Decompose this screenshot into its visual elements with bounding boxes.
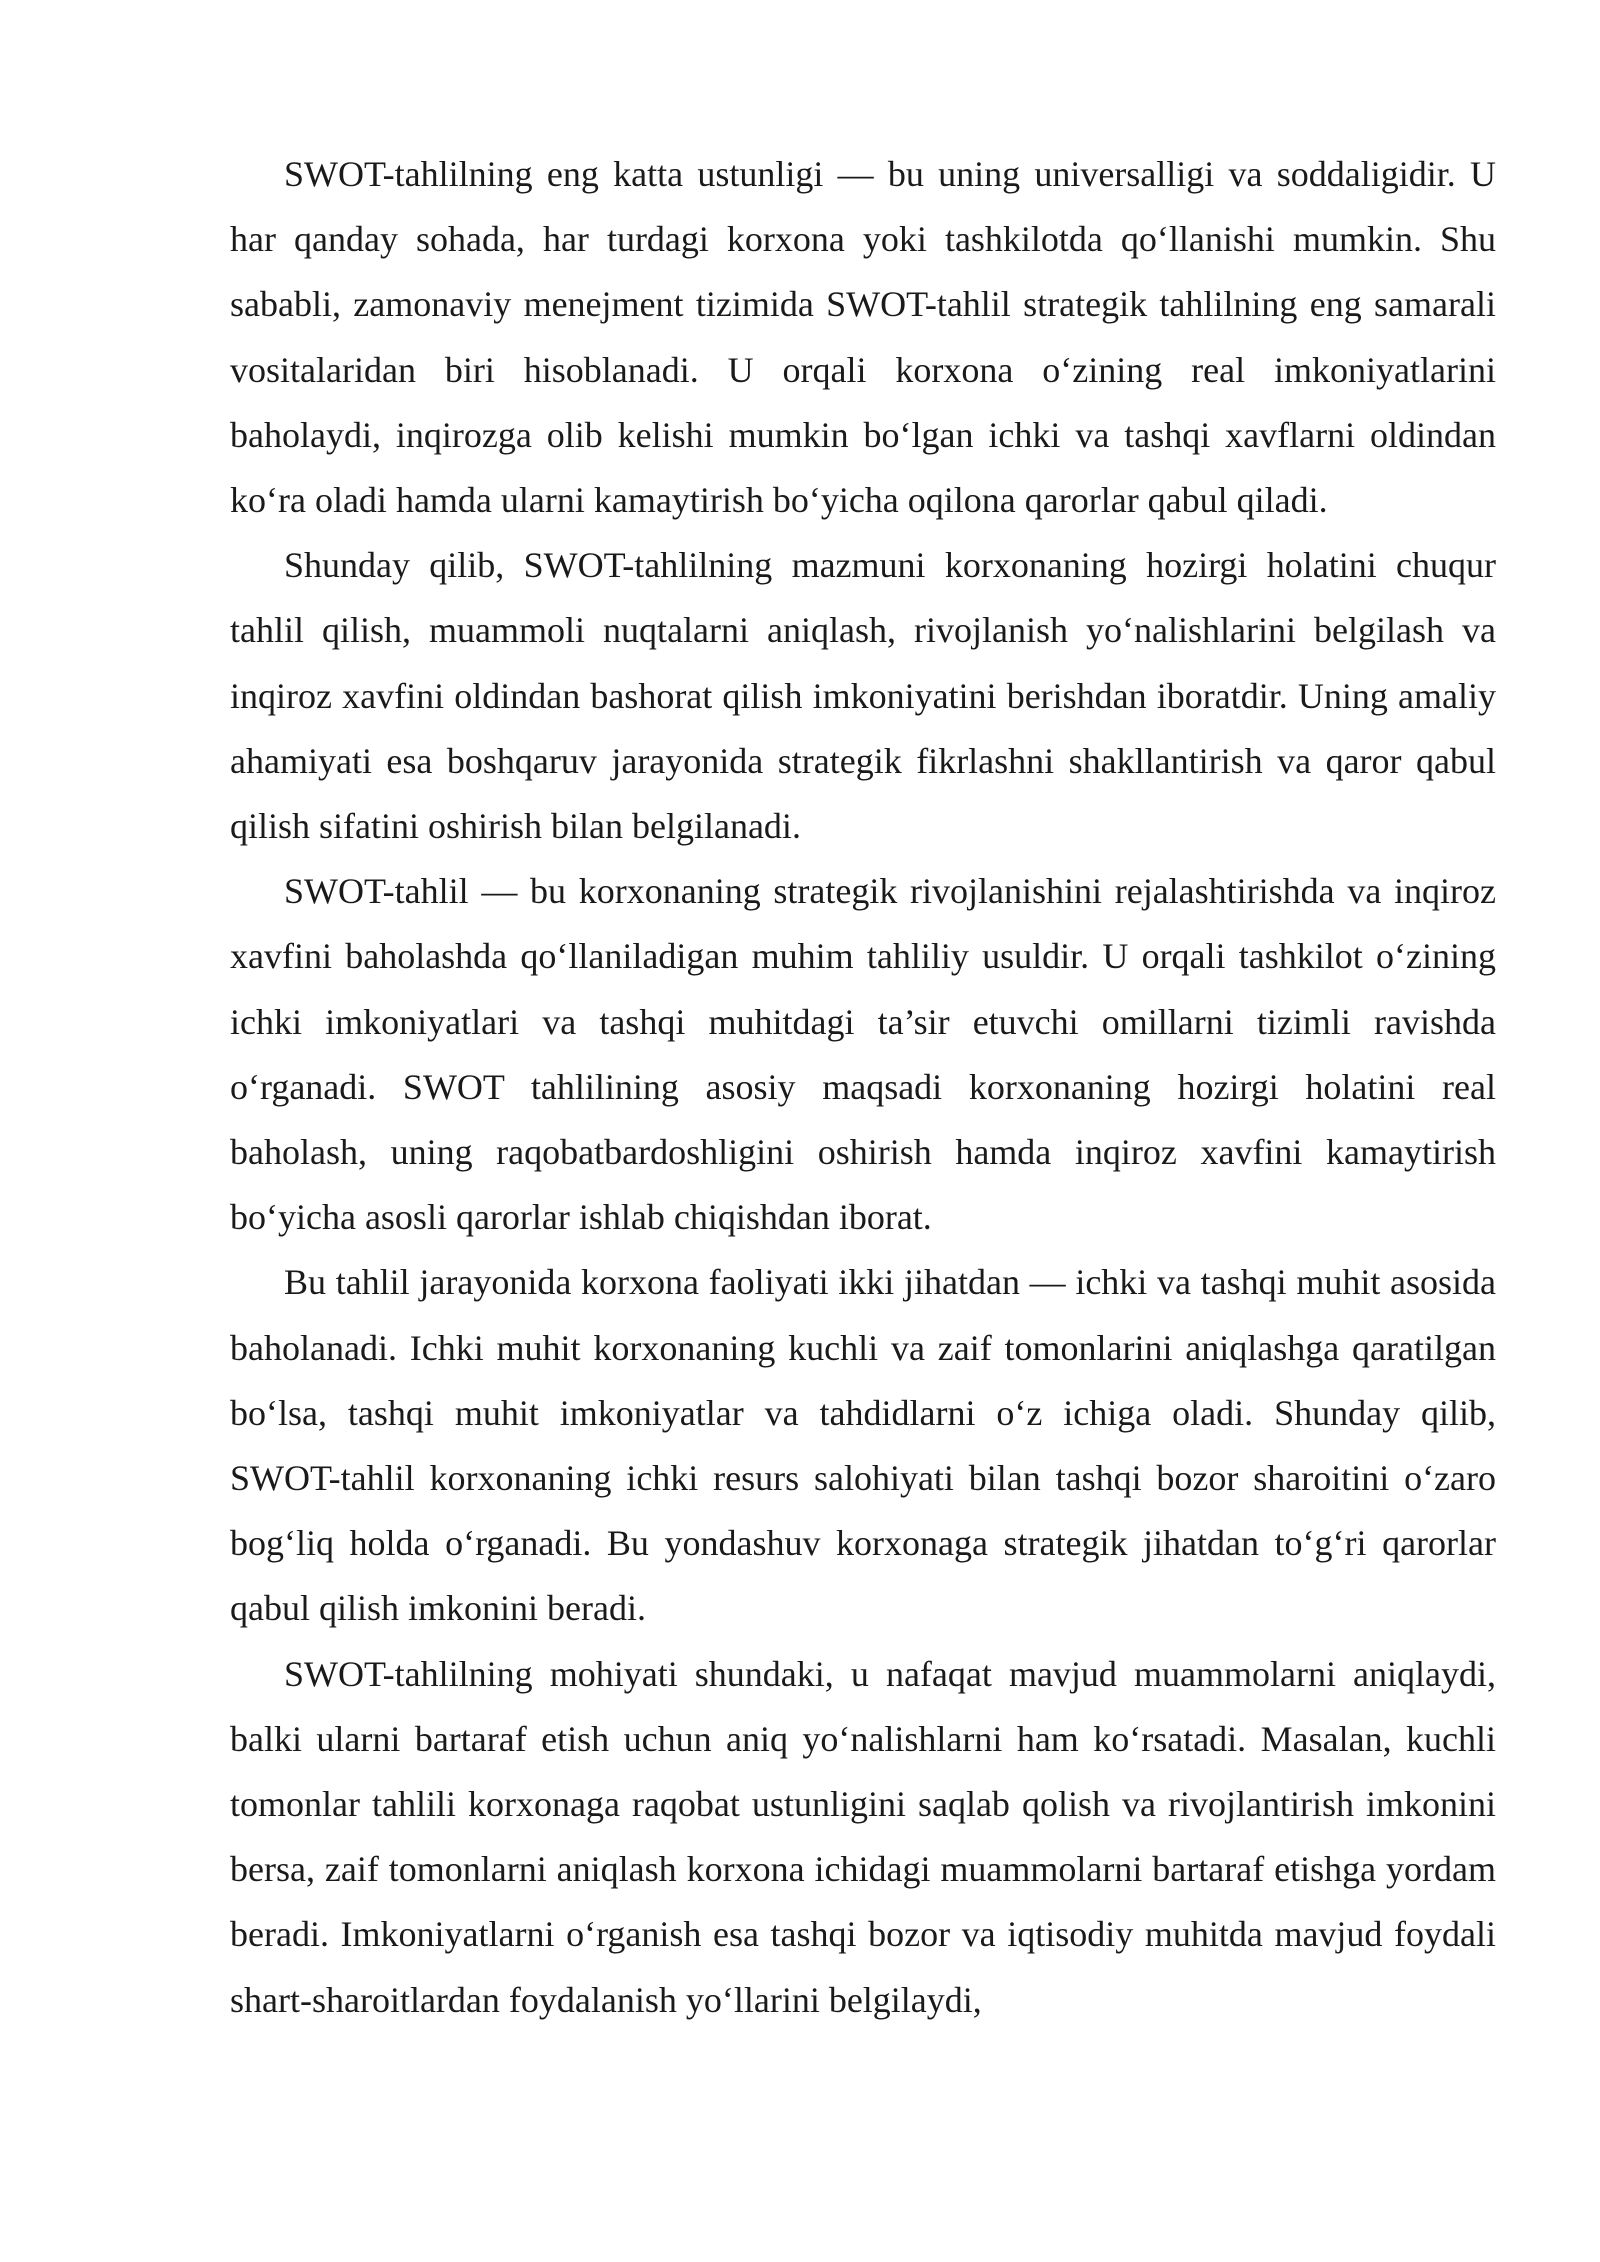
paragraph-2: Shunday qilib, SWOT-tahlilning mazmuni korxonaning hozirgi holatini chuqur tahlil qilish, muammoli nuqtalarni aniqlash, rivojlanish yo‘nalishlarini belgilash va inqiroz xavfini oldindan bashorat qilish imkoniyatini berishdan iboratdir. Uning amaliy ahamiyati esa boshqaruv jarayonida strategik fikrlashni shakllantirish va qaror qabul qilish sifatini oshirish bilan belgilanadi. xyxy=(230,545,1496,847)
paragraph-5: SWOT-tahlilning mohiyati shundaki, u nafaqat mavjud muammolarni aniqlaydi, balki ularni bartaraf etish uchun aniq yo‘nalishlarni ham ko‘rsatadi. Masalan, kuchli tomonlar tahlili korxonaga raqobat ustunligini saqlab qolish va rivojlantirish imkonini bersa, zaif tomonlarni aniqlash korxona ichidagi muammolarni bartaraf etishga yordam beradi. Imkoniyatlarni o‘rganish esa tashqi bozor va iqtisodiy muhitda mavjud foydali shart-sharoitlardan foydalanish yo‘llarini belgilaydi, xyxy=(230,1653,1496,2020)
paragraph-4: Bu tahlil jarayonida korxona faoliyati ikki jihatdan — ichki va tashqi muhit asosida baholanadi. Ichki muhit korxonaning kuchli va zaif tomonlarini aniqlashga qaratilgan bo‘lsa, tashqi muhit imkoniyatlar va tahdidlarni o‘z ichiga oladi. Shunday qilib, SWOT-tahlil korxonaning ichki resurs salohiyati bilan tashqi bozor sharoitini o‘zaro bog‘liq holda o‘rganadi. Bu yondashuv korxonaga strategik jihatdan to‘g‘ri qarorlar qabul qilish imkonini beradi. xyxy=(230,1262,1496,1629)
paragraph-1: SWOT-tahlilning eng katta ustunligi — bu uning universalligi va soddaligidir. U har qanday sohada, har turdagi korxona yoki tashkilotda qo‘llanishi mumkin. Shu sababli, zamonaviy menejment tizimida SWOT-tahlil strategik tahlilning eng samarali vositalaridan biri hisoblanadi. U orqali korxona o‘zining real imkoniyatlarini baholaydi, inqirozga olib kelishi mumkin bo‘lgan ichki va tashqi xavflarni oldindan ko‘ra oladi hamda ularni kamaytirish bo‘yicha oqilona qarorlar qabul qiladi. xyxy=(230,154,1496,521)
paragraph-3: SWOT-tahlil — bu korxonaning strategik rivojlanishini rejalashtirishda va inqiroz xavfini baholashda qo‘llaniladigan muhim tahliliy usuldir. U orqali tashkilot o‘zining ichki imkoniyatlari va tashqi muhitdagi ta’sir etuvchi omillarni tizimli ravishda o‘rganadi. SWOT tahlilining asosiy maqsadi korxonaning hozirgi holatini real baholash, uning raqobatbardoshligini oshirish hamda inqiroz xavfini kamaytirish bo‘yicha asosli qarorlar ishlab chiqishdan iborat. xyxy=(230,871,1496,1238)
document-body xyxy=(230,142,1496,2033)
